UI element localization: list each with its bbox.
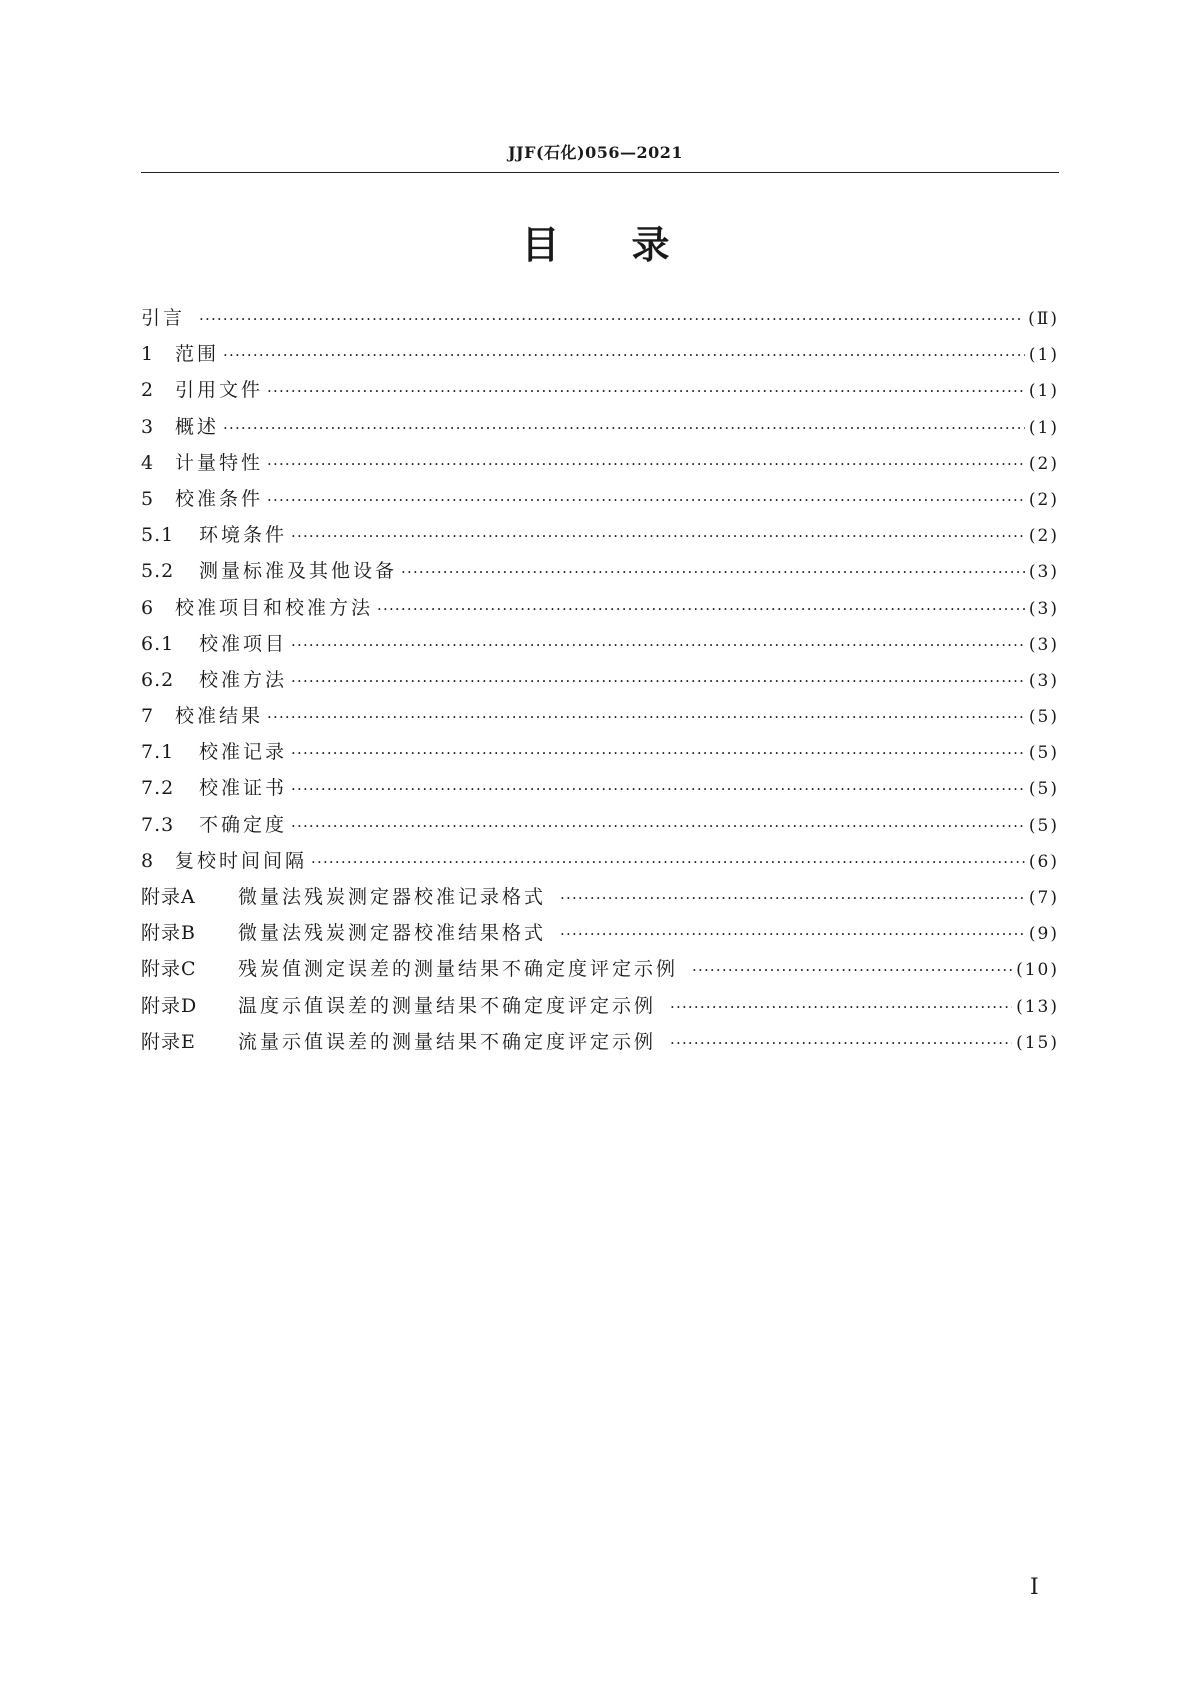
toc-leader-dots (560, 889, 1025, 907)
toc-entry-number: 附录E (141, 1030, 196, 1053)
toc-leader-dots (291, 780, 1025, 798)
toc-entry-number: 3 (141, 415, 155, 438)
toc-entry-title: 校准证书 (199, 777, 288, 800)
toc-entry-page: (2) (1028, 453, 1059, 474)
toc-entry-number: 5.2 (141, 560, 175, 583)
header-rule (141, 172, 1059, 173)
toc-entry-page: (15) (1016, 1032, 1059, 1053)
toc-entry-appendix-d[interactable] (141, 991, 1059, 1027)
toc-entry-appendix-c[interactable] (141, 954, 1059, 990)
toc-entry-number: 附录A (141, 886, 196, 908)
toc-entry-title: 校准项目 (199, 632, 288, 655)
toc-entry-title: 范围 (175, 343, 220, 366)
toc-entry-number: 7.2 (141, 777, 175, 800)
toc-entry-6-2[interactable] (141, 665, 1059, 701)
toc-entry-foreword[interactable] (141, 303, 1059, 339)
toc-leader-dots (223, 419, 1025, 437)
toc-entry-title: 概述 (175, 415, 220, 438)
toc-entry-title: 校准结果 (175, 705, 264, 728)
toc-entry-number: 1 (141, 343, 155, 366)
toc-entry-title: 微量法残炭测定器校准记录格式 (238, 886, 547, 908)
toc-entry-title: 校准条件 (175, 487, 264, 510)
toc-entry-title: 复校时间间隔 (175, 849, 308, 872)
toc-entry-number: 5 (141, 487, 155, 510)
toc-entry-title: 校准项目和校准方法 (175, 596, 374, 619)
toc-leader-dots (311, 853, 1025, 871)
toc-title-char-2: 录 (631, 223, 670, 267)
toc-entry-title: 校准记录 (199, 741, 288, 764)
toc-entry-6[interactable] (141, 593, 1059, 629)
toc-entry-page: (1) (1028, 417, 1059, 438)
toc-leader-dots (223, 346, 1025, 364)
toc-entry-title: 测量标准及其他设备 (199, 560, 398, 583)
toc-leader-dots (267, 455, 1025, 473)
toc-leader-dots (267, 708, 1025, 726)
toc-entry-page: (7) (1028, 888, 1059, 908)
toc-entry-title: 计量特性 (175, 451, 264, 474)
toc-entry-5-1[interactable] (141, 520, 1059, 556)
toc-entry-page: (1) (1028, 345, 1059, 366)
toc-entry-7[interactable] (141, 701, 1059, 737)
toc-title (0, 220, 1191, 270)
toc-leader-dots (670, 998, 1012, 1016)
toc-entry-title: 环境条件 (199, 524, 288, 547)
toc-entry-7-3[interactable] (141, 810, 1059, 846)
toc-leader-dots (291, 636, 1025, 654)
toc-entry-5-2[interactable] (141, 556, 1059, 592)
toc-entry-number: 5.1 (141, 524, 175, 547)
toc-entry-4[interactable] (141, 448, 1059, 484)
toc-leader-dots (377, 600, 1025, 618)
toc-entry-number: 7.1 (141, 741, 175, 764)
toc-entry-title: 引言 (141, 307, 186, 329)
toc-entry-page: (3) (1028, 562, 1059, 583)
toc-entry-number: 附录C (141, 958, 197, 981)
toc-leader-dots (560, 925, 1025, 943)
toc-entry-title: 残炭值测定误差的测量结果不确定度评定示例 (238, 958, 679, 981)
toc-entry-appendix-e[interactable] (141, 1027, 1059, 1063)
toc-entry-page: (3) (1028, 670, 1059, 691)
toc-leader-dots (401, 563, 1025, 581)
toc-entry-title: 微量法残炭测定器校准结果格式 (238, 922, 547, 945)
toc-entry-page: (2) (1028, 489, 1059, 510)
toc-entry-5[interactable] (141, 484, 1059, 520)
toc-entry-number: 6 (141, 596, 155, 619)
toc-entry-page: (1) (1028, 381, 1059, 402)
toc-entry-page: (5) (1028, 707, 1059, 728)
document-code: JJF(石化)056—2021 (507, 143, 684, 162)
toc-leader-dots (267, 382, 1025, 400)
toc-entry-page: (5) (1028, 779, 1059, 800)
toc-leader-dots (291, 527, 1025, 545)
toc-entry-number: 2 (141, 379, 155, 402)
toc-entry-page: (13) (1016, 996, 1059, 1017)
toc-entry-title: 温度示值误差的测量结果不确定度评定示例 (238, 994, 657, 1017)
toc-entry-appendix-b[interactable] (141, 918, 1059, 954)
toc-entry-page: (5) (1028, 743, 1059, 764)
toc-title-char-1: 目 (521, 223, 560, 267)
toc-entry-3[interactable] (141, 412, 1059, 448)
toc-entry-page: (3) (1028, 598, 1059, 619)
toc-entry-number: 6.2 (141, 668, 175, 691)
toc-leader-dots (670, 1034, 1012, 1052)
toc-entry-page: (3) (1028, 634, 1059, 655)
toc-entry-2[interactable] (141, 375, 1059, 411)
toc-entry-title: 流量示值误差的测量结果不确定度评定示例 (238, 1030, 657, 1053)
toc-entry-page: (9) (1028, 924, 1059, 945)
toc-entry-title: 引用文件 (175, 379, 264, 402)
toc-entry-page: (2) (1028, 526, 1059, 547)
toc-entry-number: 4 (141, 451, 155, 474)
toc-entry-page: (5) (1028, 815, 1059, 836)
toc-leader-dots (267, 491, 1025, 509)
toc-entry-appendix-a[interactable] (141, 882, 1059, 918)
toc-leader-dots (291, 817, 1025, 835)
toc-leader-dots (291, 744, 1025, 762)
toc-entry-page: (Ⅱ) (1028, 309, 1059, 329)
toc-entry-number: 8 (141, 849, 155, 872)
toc-entry-8[interactable] (141, 846, 1059, 882)
toc-entry-page: (6) (1028, 851, 1059, 872)
page-number: Ⅰ (1030, 1575, 1039, 1600)
toc-entry-6-1[interactable] (141, 629, 1059, 665)
toc-leader-dots (291, 672, 1025, 690)
toc-entry-title: 校准方法 (199, 668, 288, 691)
toc-entry-title: 不确定度 (199, 813, 288, 836)
toc-entry-number: 附录D (141, 994, 198, 1017)
toc-entry-7-1[interactable] (141, 737, 1059, 773)
table-of-contents (141, 303, 1059, 1063)
toc-entry-7-2[interactable] (141, 773, 1059, 809)
toc-entry-number: 附录B (141, 922, 196, 945)
toc-entry-number: 7 (141, 705, 155, 728)
toc-leader-dots (692, 961, 1012, 979)
toc-entry-1[interactable] (141, 339, 1059, 375)
toc-entry-page: (10) (1016, 960, 1059, 981)
toc-entry-number: 6.1 (141, 632, 175, 655)
toc-leader-dots (199, 310, 1024, 328)
toc-entry-number: 7.3 (141, 813, 175, 836)
